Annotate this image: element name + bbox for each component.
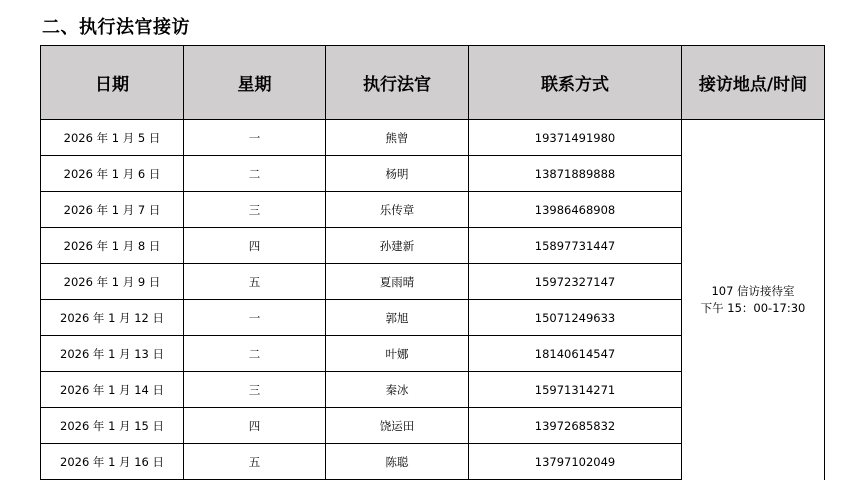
weekday-cell: 五 [184,444,326,480]
date-cell: 2026 年 1 月 7 日 [41,192,184,228]
judge-cell: 孙建新 [326,228,469,264]
judge-cell: 杨明 [326,156,469,192]
phone-cell: 15972327147 [469,264,682,300]
table-header-row [41,46,825,120]
phone-cell: 13972685832 [469,408,682,444]
phone-cell: 15897731447 [469,228,682,264]
location-place: 107 信访接待室 [711,283,795,298]
header-judge: 执行法官 [326,46,469,120]
header-date: 日期 [41,46,184,120]
phone-cell: 19371491980 [469,120,682,156]
weekday-cell: 四 [184,228,326,264]
location-time: 下午 15：00-17:30 [700,300,806,315]
weekday-cell: 二 [184,336,326,372]
judge-cell: 熊曾 [326,120,469,156]
weekday-cell: 三 [184,372,326,408]
date-cell: 2026 年 1 月 12 日 [41,300,184,336]
header-contact: 联系方式 [469,46,682,120]
date-cell: 2026 年 1 月 5 日 [41,120,184,156]
table-row [41,120,825,156]
phone-cell: 15071249633 [469,300,682,336]
location-time-cell [682,120,825,480]
date-cell: 2026 年 1 月 15 日 [41,408,184,444]
judge-cell: 陈聪 [326,444,469,480]
header-location-time: 接访地点/时间 [682,46,825,120]
date-cell: 2026 年 1 月 9 日 [41,264,184,300]
judge-cell: 叶娜 [326,336,469,372]
phone-cell: 13797102049 [469,444,682,480]
header-weekday: 星期 [184,46,326,120]
judge-cell: 夏雨晴 [326,264,469,300]
weekday-cell: 五 [184,264,326,300]
phone-cell: 15971314271 [469,372,682,408]
judge-cell: 秦冰 [326,372,469,408]
weekday-cell: 四 [184,408,326,444]
judge-cell: 乐传章 [326,192,469,228]
date-cell: 2026 年 1 月 6 日 [41,156,184,192]
section-title: 二、执行法官接访 [42,17,190,38]
phone-cell: 18140614547 [469,336,682,372]
weekday-cell: 二 [184,156,326,192]
phone-cell: 13871889888 [469,156,682,192]
judge-cell: 郭旭 [326,300,469,336]
date-cell: 2026 年 1 月 14 日 [41,372,184,408]
date-cell: 2026 年 1 月 13 日 [41,336,184,372]
judge-cell: 饶运田 [326,408,469,444]
weekday-cell: 三 [184,192,326,228]
judge-reception-table [40,45,825,480]
weekday-cell: 一 [184,120,326,156]
date-cell: 2026 年 1 月 16 日 [41,444,184,480]
date-cell: 2026 年 1 月 8 日 [41,228,184,264]
weekday-cell: 一 [184,300,326,336]
phone-cell: 13986468908 [469,192,682,228]
